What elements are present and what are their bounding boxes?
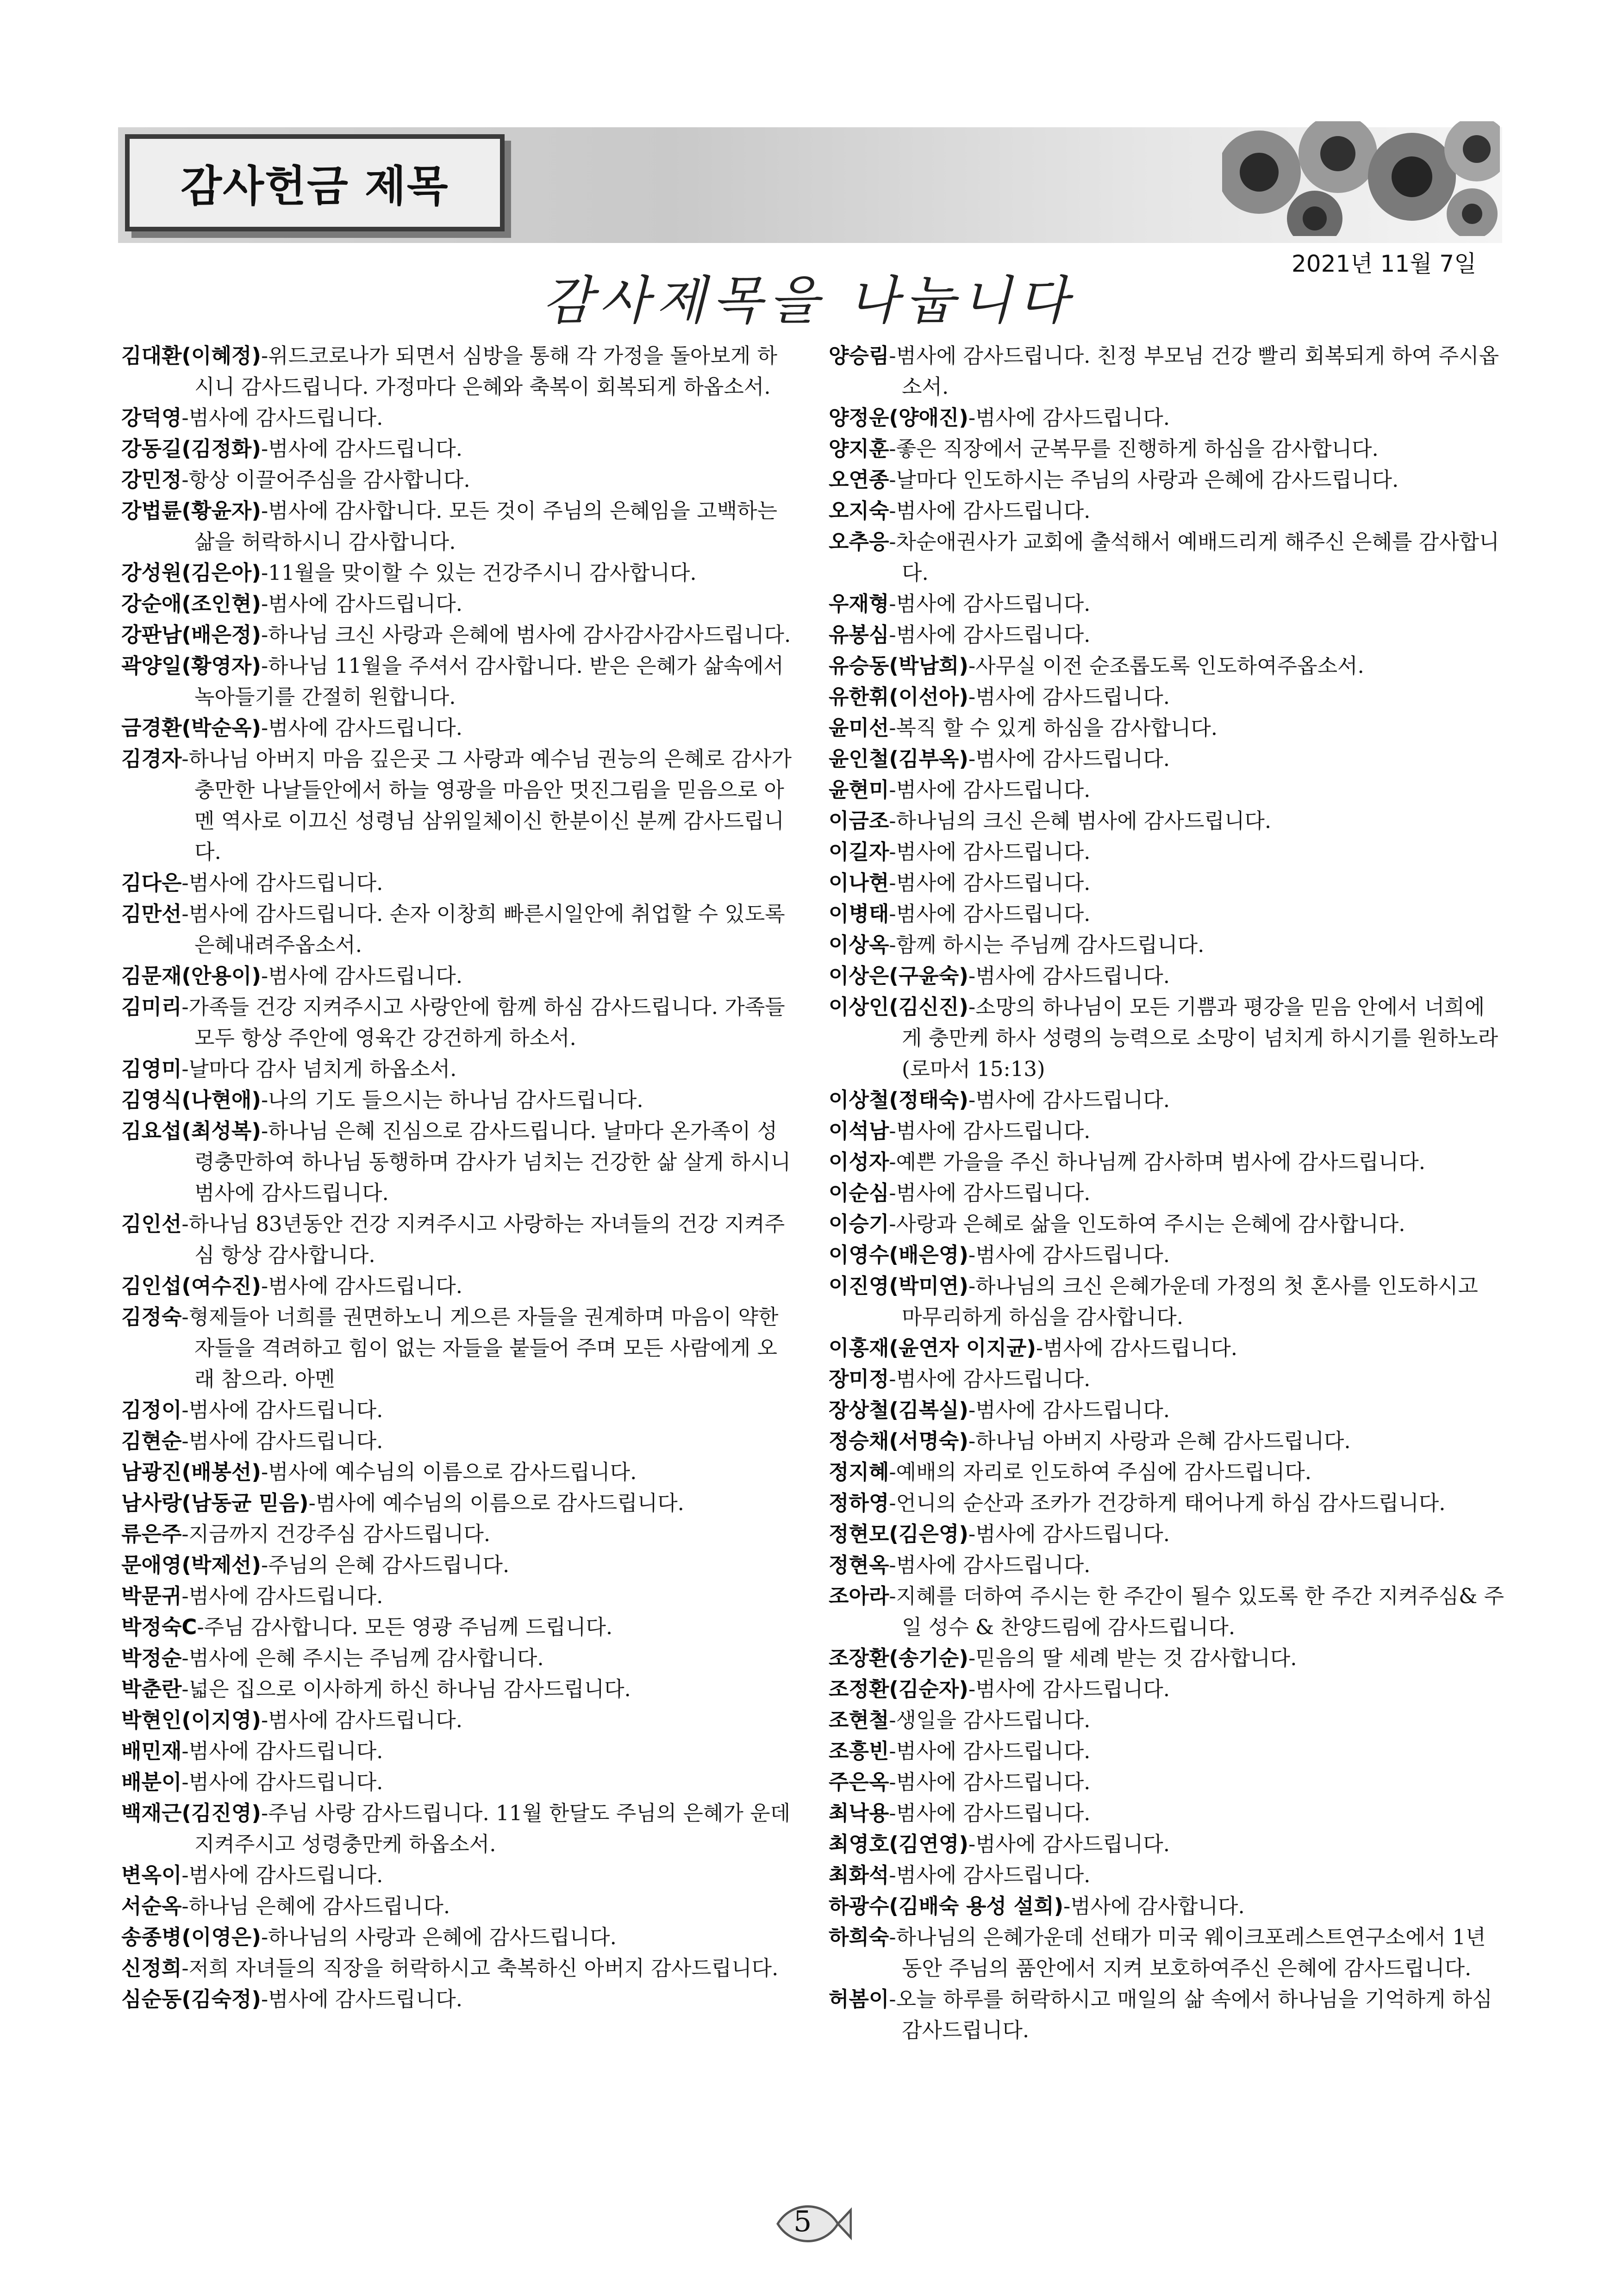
thanks-text: -넓은 집으로 이사하게 하신 하나님 감사드립니다. [181,1677,631,1701]
thanks-entry [121,1208,797,1270]
thanks-text: -범사에 감사드립니다. [181,1584,383,1608]
member-name: 정현모(김은영) [829,1522,968,1546]
thanks-text: -범사에 감사드립니다. [261,1987,463,2011]
thanks-entry [829,1487,1505,1518]
thanks-entry [829,1549,1505,1580]
thanks-text: -범사에 감사드립니다. [889,1801,1091,1825]
thanks-text: -날마다 인도하시는 주님의 사랑과 은혜에 감사드립니다. [889,467,1399,492]
thanks-entry [121,1270,797,1301]
member-name: 이성자 [829,1150,889,1174]
thanks-text: -범사에 감사드립니다. [968,1832,1170,1856]
member-name: 송종병(이영은) [121,1925,261,1949]
thanks-text: -사무실 이전 순조롭도록 인도하여주옵소서. [968,653,1364,678]
thanks-text: -차순애권사가 교회에 출석해서 예배드리게 해주신 은혜를 감사합니다. [889,529,1499,585]
thanks-text: -범사에 감사드립니다. [889,1553,1091,1577]
thanks-entry [121,1643,797,1674]
thanks-entry [829,1115,1505,1146]
member-name: 윤인철(김부옥) [829,747,968,771]
thanks-text: -복직 할 수 있게 하심을 감사합니다. [889,716,1218,740]
thanks-text: -범사에 감사드립니다. [889,498,1091,523]
thanks-entry [121,1984,797,2015]
member-name: 박정순 [121,1646,182,1670]
thanks-text: -형제들아 너희를 권면하노니 게으른 자들을 권계하며 마음이 약한 자들을 격려하고 힘이 없는 자들을 붙들어 주며 모든 사람에게 오래 참으라. 아멘 [181,1305,779,1391]
thanks-entry [829,650,1505,681]
member-name: 이금조 [829,809,889,833]
member-name: 오추응 [829,529,889,554]
member-name: 강판남(배은정) [121,622,261,647]
thanks-entry [829,1984,1505,2046]
thanks-text: -범사에 감사드립니다. [261,964,463,988]
thanks-entry [121,1736,797,1767]
member-name: 강순애(조인현) [121,591,261,616]
thanks-text: -주님의 은혜 감사드립니다. [261,1553,510,1577]
thanks-entry [121,1518,797,1549]
member-name: 강덕영 [121,405,182,430]
thanks-entry [121,1115,797,1208]
member-name: 오지숙 [829,498,889,523]
thanks-text: -믿음의 딸 세례 받는 것 감사합니다. [968,1646,1297,1670]
member-name: 장미정 [829,1367,889,1391]
thanks-entry [121,495,797,557]
member-name: 이길자 [829,840,889,864]
thanks-entry [121,1891,797,1922]
thanks-text: -언니의 순산과 조카가 건강하게 태어나게 하심 감사드립니다. [889,1491,1446,1515]
thanks-text: -주님 사랑 감사드립니다. 11월 한달도 주님의 은혜가 운데 지켜주시고 성령충만케 하옵소서. [194,1801,791,1856]
member-name: 이순심 [829,1181,889,1205]
member-name: 조현철 [829,1708,889,1732]
thanks-entry [829,1860,1505,1891]
member-name: 변옥이 [121,1863,182,1887]
member-name: 강법륜(황윤자) [121,498,261,523]
member-name: 곽양일(황영자) [121,653,261,678]
thanks-entry [121,1301,797,1394]
thanks-entry [121,743,797,867]
thanks-text: -범사에 감사드립니다. [261,1708,463,1732]
thanks-entry [829,402,1505,433]
thanks-text: -하나님의 은혜가운데 선태가 미국 웨이크포레스트연구소에서 1년동안 주님의 품안에서 지켜 보호하여주신 은혜에 감사드립니다. [889,1925,1486,1980]
thanks-entry [829,1705,1505,1736]
thanks-entry [829,1891,1505,1922]
member-name: 김요섭(최성복) [121,1119,261,1143]
thanks-entry [121,1612,797,1643]
thanks-text: -범사에 감사드립니다. [889,1181,1091,1205]
thanks-entry [121,433,797,464]
member-name: 남광진(배봉선) [121,1460,261,1484]
member-name: 김영식(나현애) [121,1088,261,1112]
thanks-text: -범사에 감사합니다. 모든 것이 주님의 은혜임을 고백하는 삶을 허락하시니 감사합니다. [194,498,778,554]
member-name: 이홍재(윤연자 이지균) [829,1336,1036,1360]
thanks-entry [121,1767,797,1798]
thanks-text: -범사에 감사드립니다. [968,964,1170,988]
thanks-text: -범사에 감사드립니다. [1036,1336,1238,1360]
title-box [125,134,505,231]
thanks-entry [121,1053,797,1084]
thanks-entry [121,1549,797,1580]
thanks-text: -범사에 감사드립니다. [181,1739,383,1763]
thanks-text: -범사에 감사드립니다. [968,1243,1170,1267]
thanks-entry [829,867,1505,898]
thanks-entry [829,1394,1505,1425]
member-name: 배분이 [121,1770,182,1794]
member-name: 강민정 [121,467,182,492]
fish-icon [773,2196,852,2252]
thanks-text: -하나님 83년동안 건강 지켜주시고 사랑하는 자녀들의 건강 지켜주심 항상 감사합니다. [181,1212,785,1267]
member-name: 이상옥 [829,933,889,957]
thanks-entry [829,1798,1505,1829]
thanks-text: -범사에 감사드립니다. [968,1088,1170,1112]
thanks-entry [829,340,1505,402]
thanks-text: -함께 하시는 주님께 감사드립니다. [889,933,1205,957]
member-name: 김문재(안용이) [121,964,261,988]
member-name: 박현인(이지영) [121,1708,261,1732]
thanks-text: -나의 기도 들으시는 하나님 감사드립니다. [261,1088,643,1112]
member-name: 윤미선 [829,716,889,740]
thanks-entry [121,1860,797,1891]
thanks-entry [829,1736,1505,1767]
thanks-entry [829,836,1505,867]
thanks-text: -범사에 감사드립니다. [181,871,383,895]
thanks-entry [829,619,1505,650]
member-name: 정승채(서명숙) [829,1429,968,1453]
member-name: 박문귀 [121,1584,182,1608]
thanks-text: -범사에 감사드립니다. 손자 이창희 빠른시일안에 취업할 수 있도록 은혜내려주옵소서. [181,902,785,957]
member-name: 이상은(구윤숙) [829,964,968,988]
member-name: 문애영(박제선) [121,1553,261,1577]
thanks-entry [829,1084,1505,1115]
member-name: 양정운(양애진) [829,405,968,430]
member-name: 조흥빈 [829,1739,889,1763]
thanks-text: -위드코로나가 되면서 심방을 통해 각 가정을 돌아보게 하시니 감사드립니다. 가정마다 은혜와 축복이 회복되게 하옵소서. [194,343,778,399]
thanks-entry [121,402,797,433]
member-name: 하광수(김배숙 용성 설희) [829,1894,1064,1918]
thanks-entry [829,526,1505,588]
thanks-text: -지혜를 더하여 주시는 한 주간이 될수 있도록 한 주간 지켜주심& 주일 성수 & 찬양드림에 감사드립니다. [889,1584,1504,1639]
member-name: 류은주 [121,1522,182,1546]
thanks-entry [829,1177,1505,1208]
thanks-text: -범사에 감사드립니다. [181,1398,383,1422]
thanks-text: -범사에 감사드립니다. [968,405,1170,430]
thanks-text: -하나님 은혜 진심으로 감사드립니다. 날마다 온가족이 성령충만하여 하나님 동행하며 감사가 넘치는 건강한 삶 살게 하시니 범사에 감사드립니다. [194,1119,791,1205]
thanks-text: -범사에 감사드립니다. [889,871,1091,895]
member-name: 강성원(김은아) [121,560,261,585]
member-name: 양승림 [829,343,889,368]
member-name: 이나현 [829,871,889,895]
thanks-entry [121,898,797,960]
thanks-entry [121,1922,797,1953]
thanks-entry [121,464,797,495]
thanks-entry [829,681,1505,712]
thanks-text: -범사에 감사드립니다. [889,591,1091,616]
thanks-entry [829,1518,1505,1549]
member-name: 조장환(송기순) [829,1646,968,1670]
thanks-text: -범사에 감사드립니다. [889,1739,1091,1763]
thanks-entry [121,340,797,402]
thanks-entry [121,1425,797,1456]
thanks-text: -지금까지 건강주심 감사드립니다. [181,1522,491,1546]
page-subtitle: 감사제목을 나눕니다 [542,271,1075,331]
thanks-entry [121,1674,797,1705]
member-name: 유한휘(이선아) [829,684,968,709]
member-name: 김대환(이혜정) [121,343,261,368]
thanks-entry [829,1363,1505,1394]
member-name: 유승동(박남희) [829,653,968,678]
thanks-text: -범사에 감사드립니다. [889,778,1091,802]
thanks-entry [829,588,1505,619]
member-name: 김미리 [121,995,182,1019]
thanks-text: -범사에 감사드립니다. 친정 부모님 건강 빨리 회복되게 하여 주시옵소서. [889,343,1499,399]
member-name: 우재형 [829,591,889,616]
thanks-entry [121,1487,797,1518]
thanks-text: -범사에 감사드립니다. [181,1770,383,1794]
thanks-text: -생일을 감사드립니다. [889,1708,1091,1732]
thanks-text: -하나님 아버지 마음 깊은곳 그 사랑과 예수님 권능의 은혜로 감사가 충만한 나날들안에서 하늘 영광을 마음안 멋진그림을 믿음으로 아멘 역사로 이끄신 성령님 삼위일체이신 한분이신 분께 감사드립니다. [181,747,792,864]
member-name: 심순동(김숙정) [121,1987,261,2011]
member-name: 이병태 [829,902,889,926]
thanks-text: -소망의 하나님이 모든 기쁨과 평강을 믿음 안에서 너희에게 충만케 하사 성령의 능력으로 소망이 넘치게 하시기를 원하노라(로마서 15:13) [902,995,1498,1081]
thanks-text: -하나님 크신 사랑과 은혜에 범사에 감사감사감사드립니다. [261,622,791,647]
thanks-text: -범사에 감사드립니다. [261,1274,463,1298]
thanks-entry [121,588,797,619]
thanks-entry [829,1674,1505,1705]
member-name: 김경자 [121,747,182,771]
thanks-entry [829,1208,1505,1239]
thanks-text: -범사에 감사드립니다. [968,747,1170,771]
thanks-text: -좋은 직장에서 군복무를 진행하게 하심을 감사합니다. [889,436,1379,461]
thanks-entry [829,805,1505,836]
thanks-entry [121,650,797,712]
thanks-text: -범사에 감사드립니다. [261,436,463,461]
member-name: 이상인(김신진) [829,995,968,1019]
page-number: 5 [793,2204,812,2238]
thanks-text: -범사에 감사드립니다. [181,1863,383,1887]
member-name: 이석남 [829,1119,889,1143]
thanks-text: -범사에 감사드립니다. [968,1398,1170,1422]
member-name: 김현순 [121,1429,182,1453]
thanks-text: -범사에 감사합니다. [1063,1894,1245,1918]
thanks-text: -저희 자녀들의 직장을 허락하시고 축복하신 아버지 감사드립니다. [181,1956,779,1980]
member-name: 백재근(김진영) [121,1801,261,1825]
thanks-text: -범사에 감사드립니다. [889,1863,1091,1887]
thanks-text: -범사에 예수님의 이름으로 감사드립니다. [261,1460,637,1484]
member-name: 양지훈 [829,436,889,461]
thanks-entry [121,1456,797,1487]
thanks-entry [121,712,797,743]
member-name: 허봄이 [829,1987,889,2011]
member-name: 오연종 [829,467,889,492]
member-name: 김영미 [121,1057,182,1081]
thanks-text: -가족들 건강 지켜주시고 사랑안에 함께 하심 감사드립니다. 가족들 모두 항상 주안에 영육간 강건하게 하소서. [181,995,785,1050]
thanks-entry [829,898,1505,929]
member-name: 김인선 [121,1212,182,1236]
thanks-text: -범사에 감사드립니다. [889,1119,1091,1143]
thanks-text: -범사에 감사드립니다. [968,684,1170,709]
thanks-text: -범사에 감사드립니다. [889,840,1091,864]
thanks-entry [829,1829,1505,1860]
member-name: 김다은 [121,871,182,895]
thanks-entry [829,1922,1505,1984]
member-name: 최화석 [829,1863,889,1887]
member-name: 박춘란 [121,1677,182,1701]
member-name: 조정환(김순자) [829,1677,968,1701]
thanks-entry [829,433,1505,464]
thanks-text: -범사에 감사드립니다. [889,622,1091,647]
member-name: 강동길(김정화) [121,436,261,461]
thanks-text: -범사에 감사드립니다. [968,1677,1170,1701]
issue-date: 2021년 11월 7일 [1292,250,1477,277]
left-column [121,340,797,2015]
member-name: 정지혜 [829,1460,889,1484]
member-name: 하희숙 [829,1925,889,1949]
thanks-entry [829,960,1505,991]
right-column [829,340,1505,2046]
thanks-entry [121,1798,797,1860]
thanks-entry [121,1953,797,1984]
thanks-entry [121,991,797,1053]
member-name: 윤현미 [829,778,889,802]
member-name: 서순옥 [121,1894,182,1918]
thanks-entry [121,619,797,650]
sunflower-image [1222,121,1500,236]
thanks-entry [121,960,797,991]
thanks-text: -하나님의 사랑과 은혜에 감사드립니다. [261,1925,617,1949]
thanks-entry [121,1394,797,1425]
thanks-entry [829,712,1505,743]
thanks-entry [829,774,1505,805]
page-number-badge [773,2196,852,2252]
thanks-text: -항상 이끌어주심을 감사합니다. [181,467,470,492]
member-name: 김정숙 [121,1305,182,1329]
thanks-entry [121,1580,797,1612]
thanks-text: -하나님의 크신 은혜 범사에 감사드립니다. [889,809,1272,833]
thanks-entry [121,1705,797,1736]
member-name: 최낙용 [829,1801,889,1825]
thanks-entry [829,1146,1505,1177]
thanks-text: -하나님 11월을 주셔서 감사합니다. 받은 은혜가 삶속에서 녹아들기를 간절히 원합니다. [194,653,784,709]
thanks-text: -범사에 감사드립니다. [261,716,463,740]
thanks-text: -하나님 아버지 사랑과 은혜 감사드립니다. [968,1429,1351,1453]
thanks-entry [829,1270,1505,1332]
member-name: 이영수(배은영) [829,1243,968,1267]
thanks-text: -범사에 은혜 주시는 주님께 감사합니다. [181,1646,544,1670]
thanks-text: -사랑과 은혜로 삶을 인도하여 주시는 은혜에 감사합니다. [889,1212,1405,1236]
member-name: 조아라 [829,1584,889,1608]
thanks-text: -예쁜 가을을 주신 하나님께 감사하며 범사에 감사드립니다. [889,1150,1426,1174]
thanks-entry [829,1767,1505,1798]
thanks-entry [829,929,1505,960]
thanks-text: -하나님 은혜에 감사드립니다. [181,1894,450,1918]
thanks-entry [829,1332,1505,1363]
member-name: 최영호(김연영) [829,1832,968,1856]
thanks-entry [829,1643,1505,1674]
thanks-text: -11월을 맞이할 수 있는 건강주시니 감사합니다. [261,560,697,585]
thanks-entry [829,464,1505,495]
member-name: 금경환(박순옥) [121,716,261,740]
thanks-text: -범사에 감사드립니다. [968,1522,1170,1546]
thanks-text: -범사에 감사드립니다. [181,1429,383,1453]
member-name: 박정숙C [121,1615,197,1639]
member-name: 유봉심 [829,622,889,647]
thanks-entry [121,1084,797,1115]
thanks-text: -오늘 하루를 허락하시고 매일의 삶 속에서 하나님을 기억하게 하심 감사드립니다. [889,1987,1492,2042]
member-name: 정하영 [829,1491,889,1515]
member-name: 김인섭(여수진) [121,1274,261,1298]
member-name: 남사랑(남동균 믿음) [121,1491,309,1515]
thanks-entry [829,991,1505,1084]
thanks-entry [829,1425,1505,1456]
member-name: 이승기 [829,1212,889,1236]
member-name: 김만선 [121,902,182,926]
member-name: 이상철(정태숙) [829,1088,968,1112]
thanks-text: -범사에 감사드립니다. [889,1367,1091,1391]
member-name: 정현옥 [829,1553,889,1577]
thanks-text: -날마다 감사 넘치게 하옵소서. [181,1057,457,1081]
member-name: 신정희 [121,1956,182,1980]
thanks-text: -범사에 예수님의 이름으로 감사드립니다. [308,1491,684,1515]
member-name: 이진영(박미연) [829,1274,968,1298]
thanks-entry [829,1456,1505,1487]
thanks-text: -범사에 감사드립니다. [181,405,383,430]
thanks-entry [121,867,797,898]
thanks-entry [829,495,1505,526]
member-name: 장상철(김복실) [829,1398,968,1422]
thanks-entry [121,557,797,588]
member-name: 김정이 [121,1398,182,1422]
member-name: 배민재 [121,1739,182,1763]
thanks-text: -주님 감사합니다. 모든 영광 주님께 드립니다. [197,1615,613,1639]
thanks-entry [829,1580,1505,1643]
page-title: 감사헌금 제목 [181,162,449,211]
thanks-text: -범사에 감사드립니다. [889,1770,1091,1794]
thanks-entry [829,743,1505,774]
thanks-text: -범사에 감사드립니다. [889,902,1091,926]
thanks-text: -범사에 감사드립니다. [261,591,463,616]
member-name: 주은옥 [829,1770,889,1794]
thanks-text: -예배의 자리로 인도하여 주심에 감사드립니다. [889,1460,1312,1484]
thanks-text: -하나님의 크신 은혜가운데 가정의 첫 혼사를 인도하시고 마무리하게 하심을 감사합니다. [902,1274,1478,1329]
thanks-entry [829,1239,1505,1270]
